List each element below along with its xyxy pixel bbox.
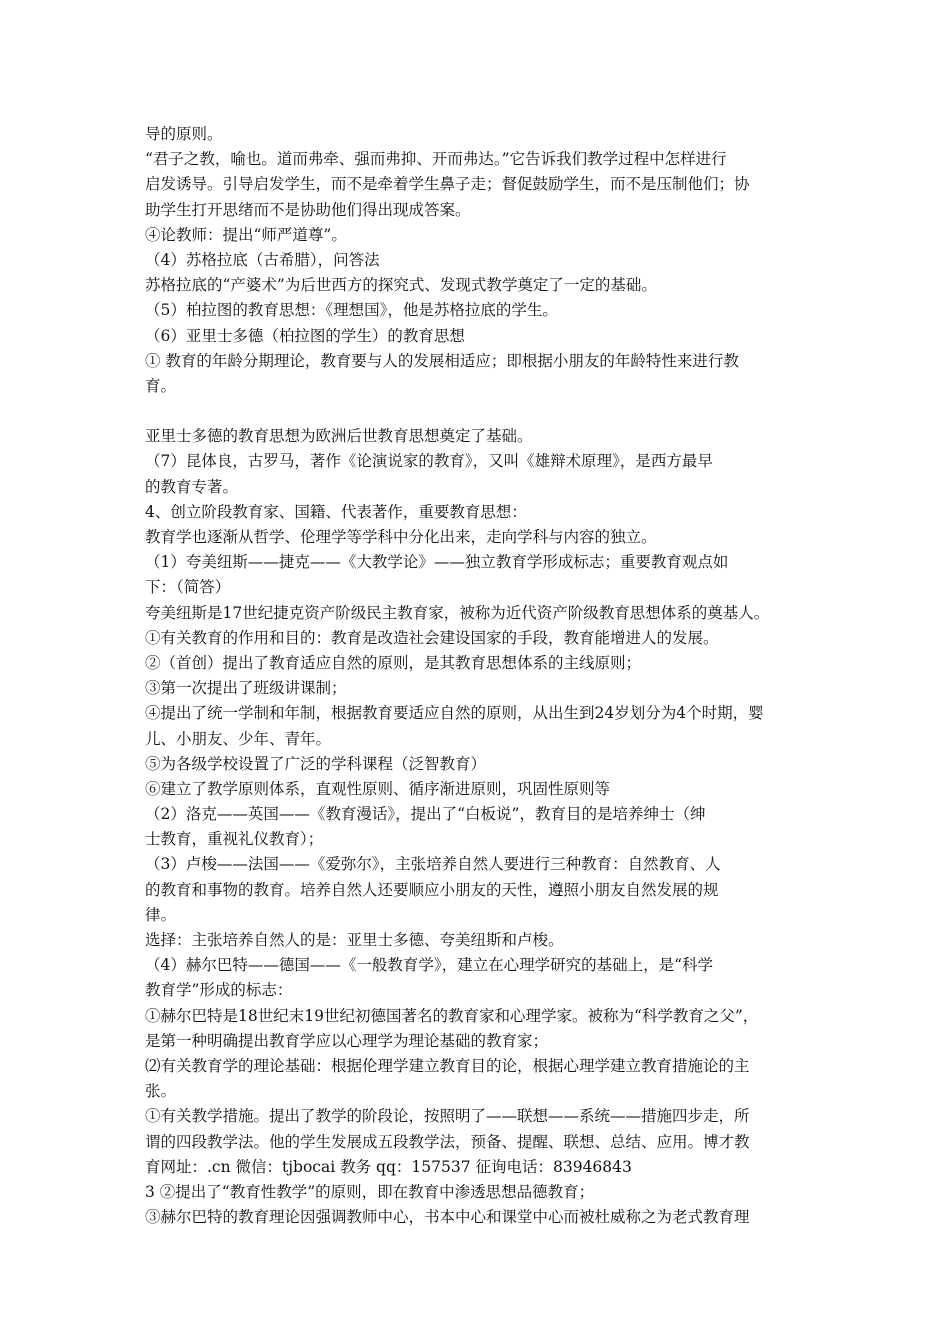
text-line: 下：（简答）: [145, 578, 231, 597]
text-line: 亚里士多德的教育思想为欧洲后世教育思想奠定了基础。: [145, 427, 533, 446]
text-line: ⑵有关教育学的理论基础：根据伦理学建立教育目的论，根据心理学建立教育措施论的主: [145, 1056, 750, 1075]
text-line: 育网址：.cn 微信：tjbocai 教务 qq：157537 征询电话：83946843: [145, 1157, 632, 1176]
text-line: ②（首创）提出了教育适应自然的原则，是其教育思想体系的主线原则；: [145, 653, 642, 672]
document-body: [145, 122, 813, 1230]
text-line: （1）夸美纽斯——捷克——《大教学论》——独立教育学形成标志；重要教育观点如: [145, 553, 729, 572]
text-line: 3 ②提出了“教育性教学”的原则，即在教育中渗透思想品德教育；: [145, 1182, 595, 1201]
text-line: 的教育专著。: [145, 477, 239, 496]
text-line: 苏格拉底的“产婆术”为后世西方的探究式、发现式教学奠定了一定的基础。: [145, 276, 657, 295]
text-line: （5）柏拉图的教育思想：《理想国》，他是苏格拉底的学生。: [145, 301, 558, 320]
text-line: 儿、小朋友、少年、青年。: [145, 729, 332, 748]
text-line: 教育学也逐渐从哲学、伦理学等学科中分化出来，走向学科与内容的独立。: [145, 528, 657, 546]
text-line: 的教育和事物的教育。培养自然人还要顺应小朋友的天性，遵照小朋友自然发展的规: [145, 880, 719, 899]
text-line: 选择：主张培养自然人的是：亚里士多德、夸美纽斯和卢梭。: [145, 931, 564, 949]
text-line: ④论教师：提出“师严道尊”。: [145, 225, 347, 244]
text-line: ③赫尔巴特的教育理论因强调教师中心，书本中心和课堂中心而被杜威称之为老式教育理: [145, 1208, 750, 1227]
text-line: ④提出了统一学制和年制，根据教育要适应自然的原则，从出生到24岁划分为4个时期，婴: [145, 704, 764, 723]
text-line: 启发诱导。引导启发学生，而不是牵着学生鼻子走；督促鼓励学生，而不是压制他们；协: [145, 175, 750, 194]
text-line: ③第一次提出了班级讲课制；: [145, 679, 347, 698]
text-line: 4、创立阶段教育家、国籍、代表著作，重要教育思想：: [145, 502, 527, 521]
text-line: ① 教育的年龄分期理论，教育要与人的发展相适应；即根据小朋友的年龄特性来进行教: [145, 351, 739, 370]
text-line: ①有关教学措施。提出了教学的阶段论，按照明了——联想——系统——措施四步走，所: [145, 1107, 750, 1126]
blank-line: [145, 399, 813, 424]
text-line: 是第一种明确提出教育学应以心理学为理论基础的教育家；: [145, 1031, 549, 1050]
text-line: 谓的四段教学法。他的学生发展成五段教学法，预备、提醒、联想、总结、应用。博才教: [145, 1132, 750, 1151]
text-line: （2）洛克——英国——《教育漫话》，提出了“白板说”，教育目的是培养绅士（绅: [145, 805, 706, 824]
text-line: （4）赫尔巴特——德国——《一般教育学》，建立在心理学研究的基础上，是“科学: [145, 956, 714, 975]
text-line: “君子之教，喻也。道而弗牵、强而弗抑、开而弗达。”它告诉我们教学过程中怎样进行: [145, 150, 727, 169]
text-line: 导的原则。: [145, 125, 223, 143]
text-line: （6）亚里士多德（柏拉图的学生）的教育思想: [145, 326, 465, 345]
text-line: 育。: [145, 376, 177, 395]
text-line: ⑤为各级学校设置了广泛的学科课程（泛智教育）: [145, 754, 487, 773]
text-line: 律。: [145, 905, 177, 924]
text-line: （3）卢梭——法国——《爱弥尔》，主张培养自然人要进行三种教育：自然教育、人: [145, 855, 721, 874]
text-line: （7）昆体良，古罗马，著作《论演说家的教育》，又叫《雄辩术原理》，是西方最早: [145, 452, 713, 471]
text-line: 张。: [145, 1082, 177, 1101]
text-line: 教育学”形成的标志：: [145, 981, 293, 1000]
text-line: （4）苏格拉底（古希腊），问答法: [145, 250, 380, 269]
text-line: ①赫尔巴特是18世纪末19世纪初德国著名的教育家和心理学家。被称为“科学教育之父”，: [145, 1006, 759, 1025]
text-line: 助学生打开思绪而不是协助他们得出现成答案。: [145, 200, 471, 219]
text-line: ①有关教育的作用和目的：教育是改造社会建设国家的手段，教育能增进人的发展。: [145, 628, 719, 647]
text-line: ⑥建立了教学原则体系，直观性原则、循序渐进原则，巩固性原则等: [145, 779, 611, 798]
text-line: 夸美纽斯是17世纪捷克资产阶级民主教育家，被称为近代资产阶级教育思想体系的奠基人。: [145, 603, 770, 622]
text-line: 士教育，重视礼仪教育）；: [145, 830, 324, 849]
